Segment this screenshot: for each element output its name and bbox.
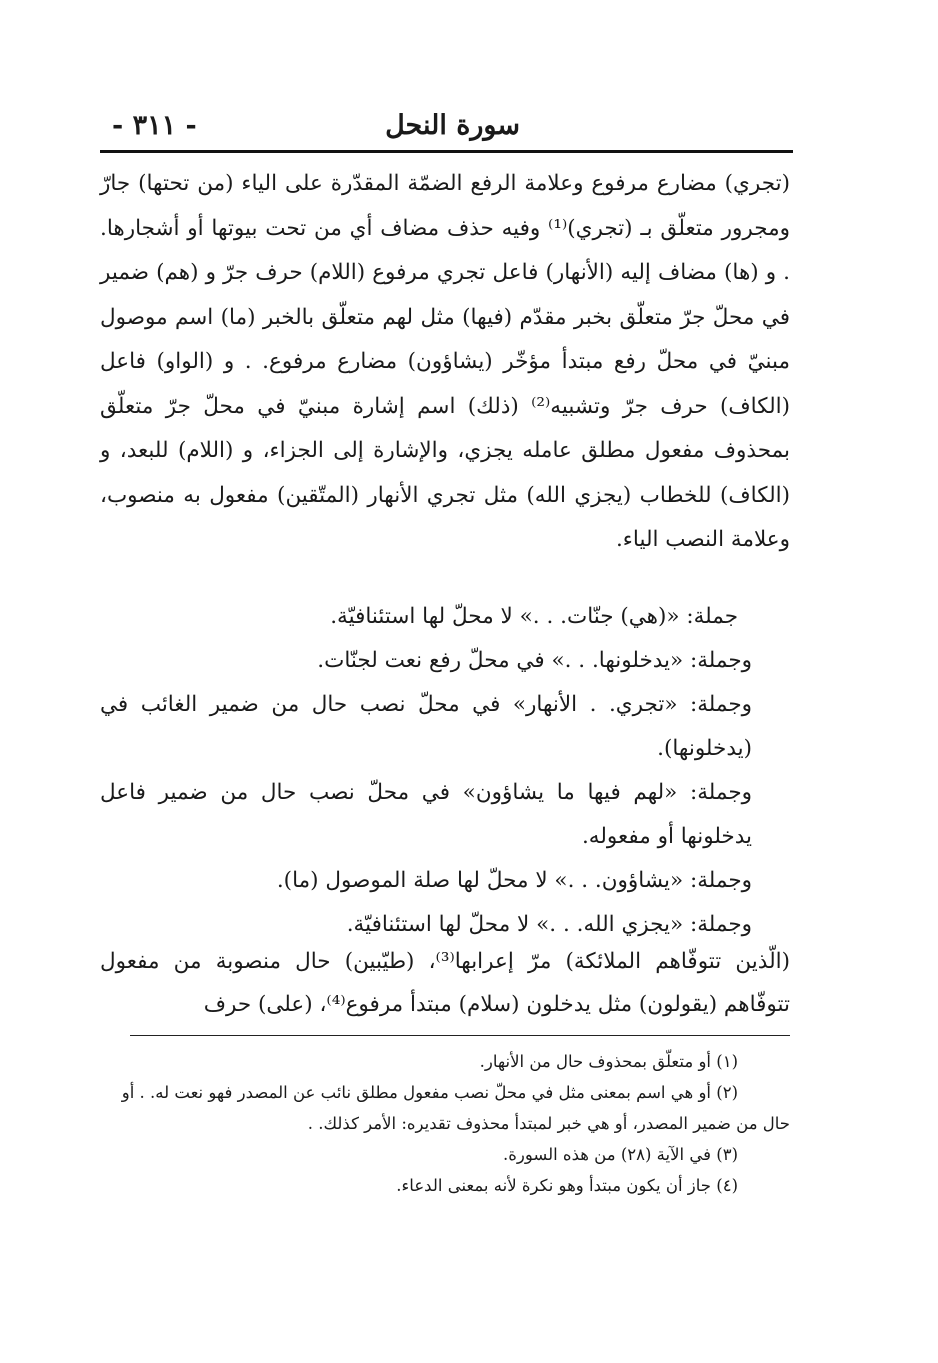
- paragraph-text: (تجري) مضارع مرفوع وعلامة الرفع الضمّة المقدّرة على الياء (من تحتها) جارّ ومجرور متعلّق بـ (تجري)⁽¹⁾ وفيه حذف مضاف أي من تحت بيوتها أو أشجارها. . و (ها) مضاف إليه (الأنهار) فاعل تجري مرفوع (اللام) حرف جرّ و (هم) ضمير في محلّ جرّ متعلّق بخبر مقدّم (فيها) مثل لهم متعلّق بالخبر (ما) اسم موصول مبنيّ في محلّ رفع مبتدأ مؤخّر (يشاؤون) مضارع مرفوع. . و (الواو) فاعل (الكاف) حرف جرّ وتشبيه⁽²⁾ (ذلك) اسم إشارة مبنيّ في محلّ جرّ متعلّق بمحذوف مفعول مطلق عامله يجزي، والإشارة إلى الجزاء، و (اللام) للبعد، و (الكاف) للخطاب (يجزي الله) مثل تجري الأنهار (المتّقين) مفعول به منصوب، وعلامة النصب الياء.: [100, 171, 790, 552]
- footnote-item: (٣) في الآية (٢٨) من هذه السورة.: [502, 1145, 738, 1164]
- analysis-paragraph: [100, 162, 790, 563]
- sentence-item: وجملة: «يدخلونها. . .» في محلّ رفع نعت لجنّات.: [317, 648, 752, 673]
- sentence-item: وجملة: «يجزي الله. . .» لا محلّ لها استئنافيّة.: [346, 912, 752, 937]
- footnote-rule: [130, 1035, 790, 1036]
- footnote-item: (٢) أو هي اسم بمعنى مثل في محلّ نصب مفعول مطلق نائب عن المصدر فهو نعت له. . أو: [121, 1083, 738, 1102]
- sentence-item: وجملة: «تجري. . الأنهار» في محلّ نصب حال من ضمير الغائب في (يدخلونها).: [100, 692, 752, 761]
- closing-text: (الّذين تتوفّاهم الملائكة) مرّ إعرابها⁽³⁾، (طيّبين) حال منصوبة من مفعول تتوفّاهم (يقولون) مثل يدخلون (سلام) مبتدأ مرفوع⁽⁴⁾، (على) حرف: [100, 949, 790, 1017]
- page-header: [100, 108, 790, 148]
- closing-paragraph: [100, 940, 790, 1026]
- page-number: - ٣١١ -: [112, 110, 197, 141]
- header-rule: [100, 150, 793, 153]
- surah-title: سورة النحل: [385, 110, 520, 141]
- footnote-item: (١) أو متعلّق بمحذوف حال من الأنهار.: [479, 1052, 738, 1071]
- footnotes: [100, 1046, 790, 1201]
- sentence-item: وجملة: «يشاؤون. . .» لا محلّ لها صلة الموصول (ما).: [276, 868, 752, 893]
- sentence-item: جملة: «(هي) جنّات. . .» لا محلّ لها استئنافيّة.: [330, 604, 738, 629]
- footnote-item: (٤) جاز أن يكون مبتدأ وهو نكرة لأنه بمعنى الدعاء.: [396, 1176, 738, 1195]
- sentence-item: وجملة: «لهم فيها ما يشاؤون» في محلّ نصب حال من ضمير فاعل يدخلونها أو مفعوله.: [100, 780, 752, 849]
- footnote-continuation: حال من ضمير المصدر، أو هي خبر لمبتدأ محذوف تقديره: الأمر كذلك. .: [307, 1114, 790, 1133]
- sentence-analysis-list: [100, 595, 790, 947]
